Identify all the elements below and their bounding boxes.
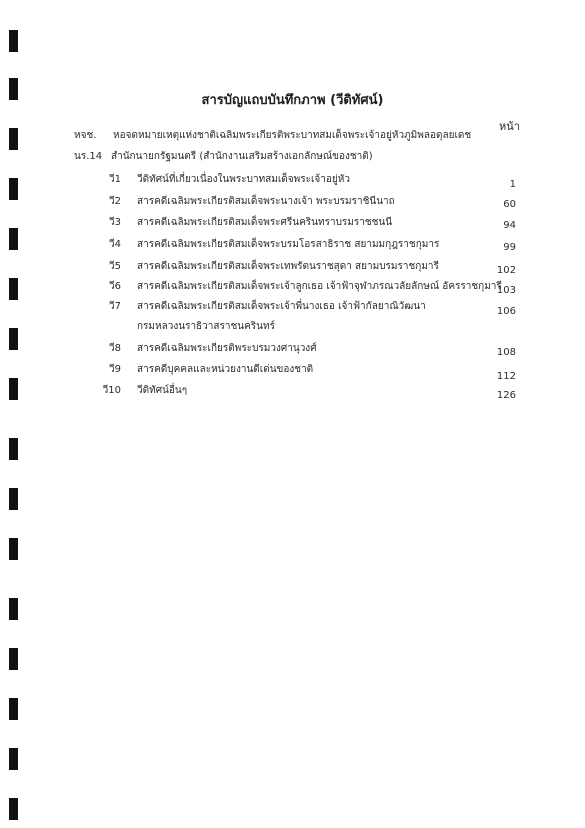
- page-title: สารบัญแถบบันทึกภาพ (วีดิทัศน์): [201, 93, 384, 108]
- binding-mark: [9, 488, 18, 510]
- entry-number: วี8: [109, 343, 121, 354]
- entry-page: 60: [503, 199, 516, 210]
- binding-mark: [9, 538, 18, 560]
- entry-title: สารคดีเฉลิมพระเกียรติสมเด็จพระเจ้าพี่นางเธอ เจ้าฟ้ากัลยาณิวัฒนา: [137, 301, 426, 312]
- entry-number: วี5: [109, 261, 121, 272]
- entry-number: วี4: [109, 239, 121, 250]
- binding-mark: [9, 378, 18, 400]
- group-text: หอจดหมายเหตุแห่งชาติเฉลิมพระเกียรติพระบาทสมเด็จพระเจ้าอยู่หัวภูมิพลอดุลยเดช: [113, 130, 472, 141]
- page-column-header: หน้า: [499, 120, 520, 133]
- entry-number: วี10: [102, 385, 121, 396]
- entry-page: 94: [503, 220, 516, 231]
- entry-number: วี1: [109, 174, 121, 185]
- entry-number: วี7: [109, 301, 121, 312]
- entry-title: สารคดีเฉลิมพระเกียรติพระบรมวงศานุวงศ์: [137, 343, 317, 354]
- entry-page: 1: [509, 179, 516, 190]
- entry-page: 112: [496, 371, 516, 382]
- binding-mark: [9, 698, 18, 720]
- section-label: นร.14: [74, 151, 103, 162]
- binding-mark: [9, 278, 18, 300]
- binding-mark: [9, 228, 18, 250]
- entry-number: วี9: [109, 364, 121, 375]
- entry-title-continuation: กรมหลวงนราธิวาสราชนครินทร์: [137, 321, 275, 332]
- binding-mark: [9, 798, 18, 820]
- entry-title: วีดิทัศน์อื่นๆ: [137, 385, 188, 396]
- binding-mark: [9, 178, 18, 200]
- entry-title: สารคดีเฉลิมพระเกียรติสมเด็จพระเทพรัตนราชสุดา สยามบรมราชกุมารี: [137, 261, 439, 272]
- entry-number: วี3: [109, 217, 121, 228]
- entry-title: วีดิทัศน์ที่เกี่ยวเนื่องในพระบาทสมเด็จพระเจ้าอยู่หัว: [137, 174, 350, 185]
- entry-title: สารคดีเฉลิมพระเกียรติสมเด็จพระบรมโอรสาธิราช สยามมกุฎราชกุมาร: [137, 239, 440, 250]
- binding-mark: [9, 648, 18, 670]
- binding-mark: [9, 328, 18, 350]
- binding-mark: [9, 128, 18, 150]
- entry-page: 99: [503, 242, 516, 253]
- binding-mark: [9, 748, 18, 770]
- entry-page: 102: [496, 265, 516, 276]
- entry-title: สารคดีบุคคลและหน่วยงานดีเด่นของชาติ: [137, 364, 314, 375]
- entry-page: 126: [496, 390, 516, 401]
- section-text: สำนักนายกรัฐมนตรี (สำนักงานเสริมสร้างเอกลักษณ์ของชาติ): [111, 151, 373, 162]
- entry-number: วี6: [109, 281, 121, 292]
- entry-number: วี2: [109, 196, 121, 207]
- entry-page: 108: [496, 347, 516, 358]
- binding-mark: [9, 30, 18, 52]
- entry-page: 106: [496, 306, 516, 317]
- entry-title: สารคดีเฉลิมพระเกียรติสมเด็จพระนางเจ้า พระบรมราชินีนาถ: [137, 196, 395, 207]
- entry-title: สารคดีเฉลิมพระเกียรติสมเด็จพระเจ้าลูกเธอ เจ้าฟ้าจุฬาภรณวลัยลักษณ์ อัครราชกุมารี: [137, 281, 502, 292]
- entry-title: สารคดีเฉลิมพระเกียรติสมเด็จพระศรีนครินทราบรมราชชนนี: [137, 217, 393, 228]
- entry-page: 103: [496, 285, 516, 296]
- binding-mark: [9, 438, 18, 460]
- binding-mark: [9, 598, 18, 620]
- group-label: หจช.: [74, 130, 97, 141]
